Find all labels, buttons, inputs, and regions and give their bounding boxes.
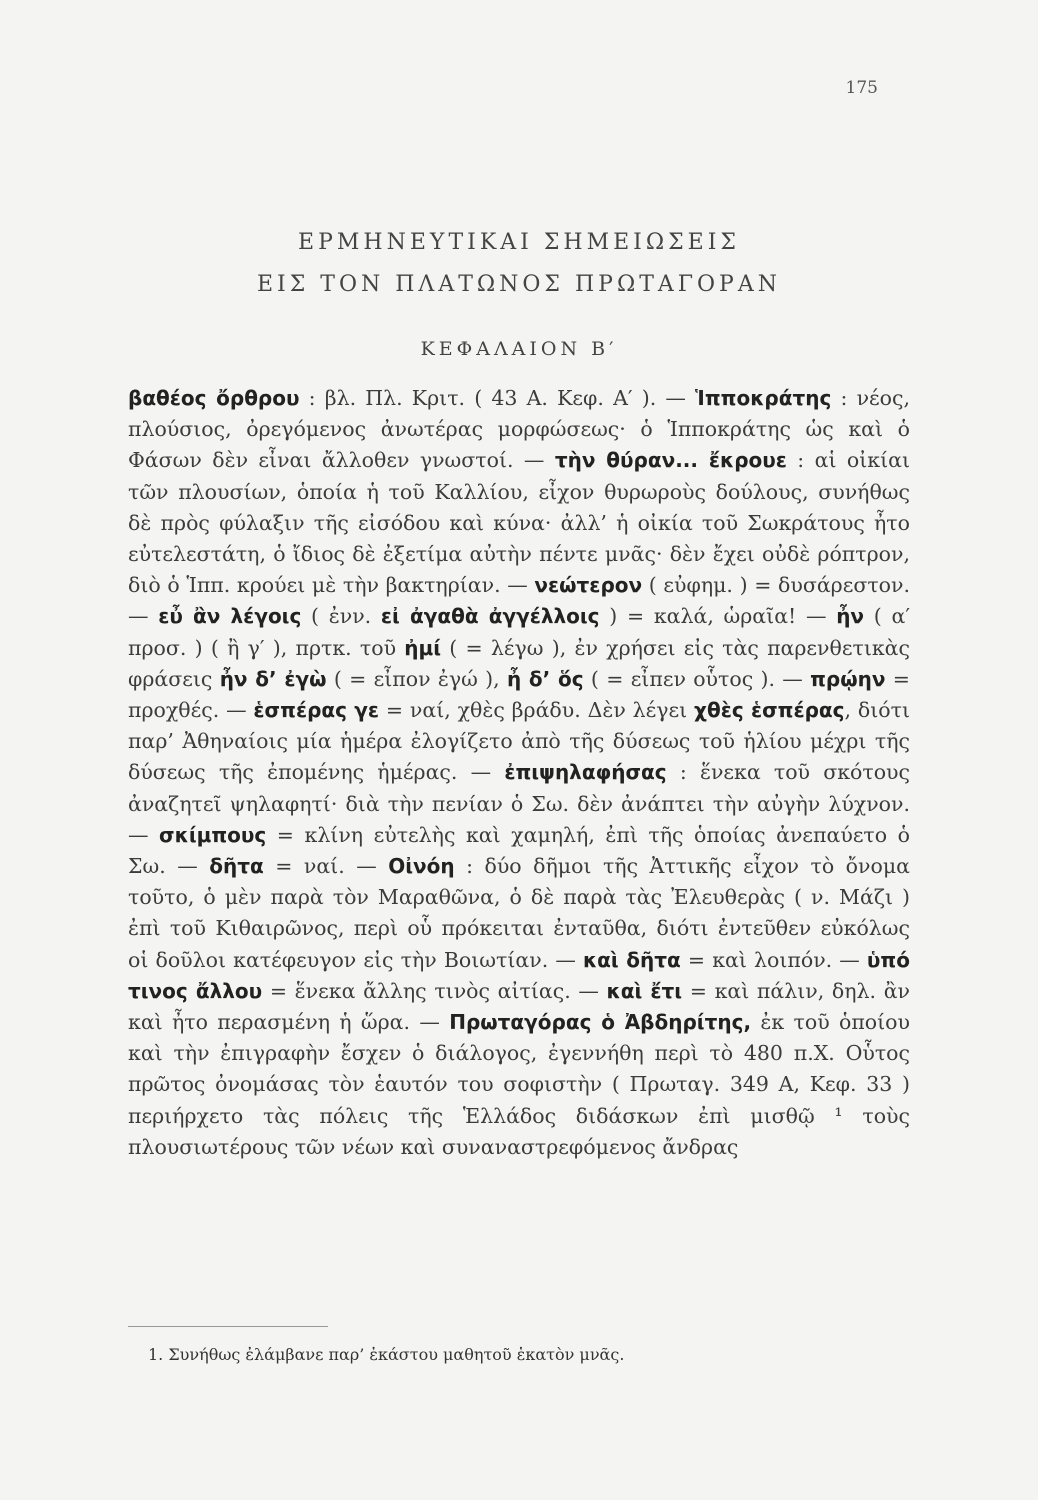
lemma: βαθέος ὄρθρου	[128, 386, 300, 410]
lemma: νεώτερον	[534, 573, 643, 598]
commentary-text: : δύο δῆμοι τῆς Ἀττικῆς εἶχον τὸ ὄνομα τοῦτο, ὁ μὲν παρὰ τὸν Μαραθῶνα, ὁ δὲ παρὰ τὰς Ἐλευθερὰς ( ν. Μάζι ) ἐπὶ τοῦ Κιθαιρῶνος, περὶ οὗ πρόκειται ἐνταῦθα, διότι ἐντεῦθεν εὐκόλως οἱ δοῦλοι κατέφευγον εἰς τὴν Βοιωτίαν. —	[128, 854, 910, 972]
footnote-rule	[128, 1326, 328, 1327]
lemma: καὶ ἔτι	[606, 978, 683, 1003]
lemma: ἑσπέρας γε	[253, 698, 380, 723]
lemma: εἰ ἀγαθὰ ἀγγέλλοις	[380, 604, 600, 629]
commentary-text: = ναί. —	[263, 854, 389, 879]
lemma: τὴν θύραν... ἔκρουε	[554, 448, 787, 473]
lemma: ἠμί	[404, 635, 442, 660]
lemma: σκίμπους	[159, 822, 267, 847]
commentary-text: = κλίνη εὐτελὴς καὶ χαμηλή, ἐπὶ τῆς ὁποίας ἀνεπαύετο ὁ Σω. —	[128, 822, 910, 879]
commentary-text: : αἱ οἰκίαι τῶν πλουσίων, ὁποία ἡ τοῦ Καλλίου, εἶχον θυρωροὺς δούλους, συνήθως δὲ πρὸς φύλαξιν τῆς εἰσόδου καὶ κύνα· ἀλλ’ ἡ οἰκία τοῦ Σωκράτους ἦτο εὐτελεστάτη, ὁ ἴδιος δὲ ἐξετίμα αὐτὴν πέντε μνᾶς· δὲν ἔχει οὐδὲ ρόπτρον, διὸ ὁ Ἱππ. κρούει μὲ τὴν βακτηρίαν. —	[128, 448, 911, 598]
lemma: ἦν	[836, 604, 865, 629]
lemma: εὖ ἂν λέγοις	[158, 604, 302, 629]
commentary-text: ( α′ προσ. ) ( ἢ γ′ ), πρτκ. τοῦ	[128, 604, 910, 660]
title-block	[0, 222, 1038, 306]
title-line-1: ΕΡΜΗΝΕΥΤΙΚΑΙ ΣΗΜΕΙΩΣΕΙΣ	[298, 230, 740, 255]
title-line-2: ΕΙΣ ΤΟΝ ΠΛΑΤΩΝΟΣ ΠΡΩΤΑΓΟΡΑΝ	[257, 272, 781, 297]
body-text	[128, 383, 910, 1163]
commentary-text: = καὶ λοιπόν. —	[680, 947, 867, 972]
commentary-text: : ἕνεκα τοῦ σκότους ἀναζητεῖ ψηλαφητί· διὰ τὴν πενίαν ὁ Σω. δὲν ἀνάπτει τὴν αὐγὴν λύχνον. —	[128, 760, 910, 847]
lemma: Οἰνόη	[388, 854, 455, 879]
commentary-text: ἐκ τοῦ ὁποίου καὶ τὴν ἐπιγραφὴν ἔσχεν ὁ διάλογος, ἐγεννήθη περὶ τὸ 480 π.Χ. Οὗτος πρῶτος ὀνομάσας τὸν ἑαυτόν του σοφιστὴν ( Πρωταγ. 349 Α, Κεφ. 33 ) περιήρχετο τὰς πόλεις τῆς Ἑλλάδος διδάσκων ἐπὶ μισθῷ ¹ τοὺς πλουσιωτέρους τῶν νέων καὶ συναναστρεφόμενος ἄνδρας	[128, 1010, 910, 1159]
commentary-text: : βλ. Πλ. Κριτ. ( 43 Α. Κεφ. Α′ ). —	[299, 386, 696, 410]
chapter-heading: ΚΕΦΑΛΑΙΟΝ Β′	[420, 338, 618, 360]
commentary-text: = προχθές. —	[128, 666, 910, 723]
lemma: Ἱπποκράτης	[695, 386, 832, 410]
commentary-text: ( = εἶπον ἐγώ ),	[326, 666, 507, 691]
commentary-text: = καὶ πάλιν, δηλ. ἂν καὶ ἦτο περασμένη ἡ ὥρα. —	[128, 978, 911, 1035]
lemma: πρῴην	[810, 666, 886, 691]
lemma: ἦ δ’ ὅς	[506, 666, 584, 691]
lemma: καὶ δῆτα	[582, 947, 681, 972]
lemma: ὑπό τινος ἄλλου	[128, 947, 910, 1003]
commentary-text: = ναί, χθὲς βράδυ. Δὲν λέγει	[379, 698, 695, 723]
commentary-text: , διότι παρ’ Ἀθηναίοις μία ἡμέρα ἐλογίζετο ἀπὸ τῆς δύσεως τοῦ ἡλίου μέχρι τῆς δύσεως τῆς ἐπομένης ἡμέρας. —	[128, 698, 910, 785]
lemma: ἐπιψηλαφήσας	[504, 760, 667, 785]
lemma: ἦν δ’ ἐγὼ	[219, 666, 327, 691]
commentary-text: : νέος, πλούσιος, ὀρεγόμενος ἀνωτέρας μορφώσεως· ὁ Ἱπποκράτης ὡς καὶ ὁ Φάσων δὲν εἶναι ἄλλοθεν γνωστοί. —	[128, 386, 910, 473]
lemma: Πρωταγόρας ὁ Ἀβδηρίτης,	[449, 1010, 752, 1035]
page-number: 175	[845, 78, 878, 98]
commentary-text: ( = λέγω ), ἐν χρήσει εἰς τὰς παρενθετικὰς φράσεις	[128, 635, 910, 691]
commentary-text: ( εὐφημ. ) = δυσάρεστον. —	[128, 573, 911, 629]
commentary-text: ) = καλά, ὡραῖα! —	[599, 604, 837, 629]
lemma: χθὲς ἑσπέρας	[694, 698, 845, 723]
commentary-text: = ἕνεκα ἄλλης τινὸς αἰτίας. —	[262, 978, 607, 1003]
lemma: δῆτα	[209, 854, 264, 879]
commentary-text: ( ἐνν.	[301, 604, 381, 629]
commentary-text: ( = εἶπεν οὗτος ). —	[583, 666, 811, 691]
footnote: 1. Συνήθως ἐλάμβανε παρ’ ἑκάστου μαθητοῦ ἑκατὸν μνᾶς.	[148, 1345, 625, 1364]
